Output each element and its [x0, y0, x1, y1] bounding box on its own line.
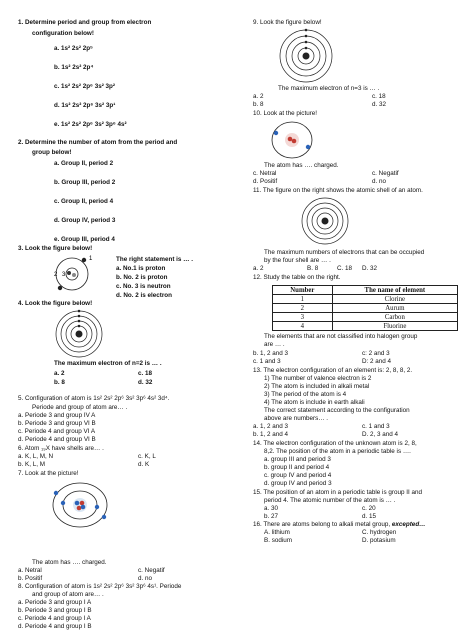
- q11-line: The maximum numbers of electrons that can be occupied: [264, 249, 425, 256]
- q7-option: a. Netral: [18, 567, 42, 574]
- q3-atom-figure: [32, 254, 112, 294]
- q11-option: C. 18: [337, 265, 353, 272]
- q3-option: b. No. 2 is proton: [116, 274, 168, 281]
- q13-line: 1) The number of valence electron is 2: [264, 375, 372, 382]
- q13-option: a. 1, 2 and 3: [253, 423, 289, 430]
- q7-stem: 7. Look at the picture!: [18, 470, 79, 477]
- q12-after: are … .: [264, 341, 285, 348]
- q10-stem: 10. Look at the picture!: [253, 110, 318, 117]
- q10-option: c. Negatif: [372, 170, 399, 177]
- q12-option: b. 1, 2 and 3: [253, 350, 289, 357]
- q1-option: d. 1s² 2s² 2p⁶ 3s² 3p¹: [54, 102, 116, 109]
- q11-shell-figure: [300, 196, 350, 246]
- q1-stem-1: 1. Determine period and group from electron: [18, 19, 152, 26]
- q6-option: c. K, L: [138, 453, 156, 460]
- q8-line: d. Periode 4 and group I B: [18, 623, 92, 630]
- q9-option: a. 2: [253, 93, 264, 100]
- q3-label-3: 3: [62, 272, 66, 278]
- table-header-name: The name of element: [332, 286, 457, 295]
- elements-table: [272, 285, 458, 331]
- q8-line: b. Periode 3 and group I B: [18, 607, 92, 614]
- q14-line: 8,2. The position of the atom in a periodic table is ….: [264, 448, 411, 455]
- q16-option: B. sodium: [264, 537, 292, 544]
- q6-option: a. K, L, M, N: [18, 453, 53, 460]
- q11-option: a. 2: [253, 265, 264, 272]
- table-cell: 1: [273, 295, 333, 304]
- table-cell: Carbon: [332, 313, 457, 322]
- q4-question: The maximum electron of n=2 is … .: [54, 360, 162, 367]
- q7-question: The atom has …. charged.: [32, 559, 107, 566]
- q2-option: d. Group IV, period 3: [54, 217, 116, 224]
- q14-option: a. group III and period 3: [264, 456, 331, 463]
- q10-option: d. no: [372, 178, 387, 185]
- q10-option: d. Positif: [253, 178, 278, 185]
- q12-stem: 12. Study the table on the right.: [253, 274, 341, 281]
- q16-option: C. hydrogen: [362, 529, 397, 536]
- q13-line: 13. The electron configuration of an element is: 2, 8, 8, 2.: [253, 367, 413, 374]
- q1-option: b. 1s² 2s² 2p⁴: [54, 64, 94, 71]
- q5-line: c. Periode 4 and group VI A: [18, 428, 96, 435]
- q3-label-2: 2: [54, 272, 58, 278]
- q12-option: c. 1 and 3: [253, 358, 281, 365]
- q3-option: d. No. 2 is electron: [116, 292, 172, 299]
- table-header-number: Number: [273, 286, 333, 295]
- q15-option: c. 20: [362, 505, 376, 512]
- q3-stem: 3. Look the figure below!: [18, 245, 93, 252]
- q2-option: a. Group II, period 2: [54, 160, 114, 167]
- q1-stem-2: configuration below!: [32, 30, 94, 37]
- q4-option: a. 2: [54, 370, 65, 377]
- q14-option: d. group IV and period 3: [264, 480, 332, 487]
- q11-option: D. 32: [362, 265, 378, 272]
- q5-line: b. Periode 3 and group VI B: [18, 420, 96, 427]
- q4-stem: 4. Look the figure below!: [18, 300, 93, 307]
- table-cell: 3: [273, 313, 333, 322]
- q9-question: The maximum electron of n=3 is … .: [278, 85, 380, 92]
- q13-line: 2) The atom is included in alkali metal: [264, 383, 370, 390]
- q1-option: e. 1s² 2s² 2p⁶ 3s² 3p⁶ 4s²: [54, 121, 127, 128]
- q2-option: e. Group III, period 4: [54, 236, 115, 243]
- table-cell: 2: [273, 304, 333, 313]
- q2-option: b. Group III, period 2: [54, 179, 116, 186]
- q10-option: c. Netral: [253, 170, 277, 177]
- q6-option: b. K, L, M: [18, 461, 45, 468]
- q10-atom-figure: [270, 119, 314, 161]
- q15-option: a. 30: [264, 505, 279, 512]
- q12-option: D: 2 and 4: [362, 358, 392, 365]
- q16-emphasis: excepted…: [391, 521, 426, 528]
- q3-right-title: The right statement is … .: [116, 256, 193, 263]
- q9-option: b. 8: [253, 101, 264, 108]
- q16-option: D. potasium: [362, 537, 396, 544]
- q7-atom-figure: [50, 479, 110, 531]
- q8-line: a. Periode 3 and group I A: [18, 599, 92, 606]
- q8-line: and group of atom are… .: [32, 591, 104, 598]
- q14-line: 14. The electron configuration of the unknown atom is 2, 8,: [253, 440, 417, 447]
- table-row: [273, 304, 458, 313]
- q13-line: 4) The atom is include in earth alkali: [264, 399, 365, 406]
- q2-stem-1: 2. Determine the number of atom from the period and: [18, 139, 178, 146]
- q16-stem-text: 16. There are atoms belong to alkali metal group,: [253, 521, 392, 528]
- q1-option: a. 1s² 2s² 2p⁵: [54, 45, 94, 52]
- q2-option: c. Group II, period 4: [54, 198, 114, 205]
- q2-stem-2: group below!: [32, 149, 72, 156]
- q8-line: 8. Configuration of atom is 1s² 2s² 2p⁶ 3s² 3p⁶ 4s¹. Periode: [18, 583, 182, 590]
- table-cell: Fluorine: [332, 322, 457, 331]
- q16-stem: [253, 522, 425, 528]
- q9-option: d. 32: [372, 101, 387, 108]
- table-row: [273, 322, 458, 331]
- q15-line: period 4. The atomic number of the atom is … .: [264, 497, 396, 504]
- q15-line: 15. The position of an atom in a periodic table is group II and: [253, 489, 422, 496]
- q13-line: above are numbers… .: [264, 415, 329, 422]
- q4-shell-figure: [54, 309, 104, 359]
- q13-line: The correct statement according to the configuration: [264, 407, 410, 414]
- q4-option: d. 32: [138, 379, 153, 386]
- table-row: [273, 295, 458, 304]
- q9-shell-figure: [278, 28, 334, 84]
- q13-option: b. 1, 2 and 4: [253, 431, 289, 438]
- q9-stem: 9. Look the figure below!: [253, 19, 322, 26]
- q9-option: c. 18: [372, 93, 386, 100]
- q3-option: c. No. 3 is neutron: [116, 283, 171, 290]
- q1-option: c. 1s² 2s² 2p⁶ 3s² 3p²: [54, 83, 115, 90]
- q14-option: c. group IV and period 4: [264, 472, 332, 479]
- q10-question: The atom has …. charged.: [264, 162, 339, 169]
- table-cell: Clorine: [332, 295, 457, 304]
- q13-option: D. 2, 3 and 4: [362, 431, 399, 438]
- q7-option: b. Positif: [18, 575, 43, 582]
- q5-line: a. Periode 3 and group IV A: [18, 412, 96, 419]
- q15-option: b. 27: [264, 513, 279, 520]
- table-row: [273, 313, 458, 322]
- q12-option: c: 2 and 3: [362, 350, 390, 357]
- table-cell: Aurum: [332, 304, 457, 313]
- q5-line: 5. Configuration of atom is 1s² 2s² 2p⁶ 3s² 3p⁶ 4s² 3d⁴.: [18, 395, 170, 402]
- q5-line: d. Periode 4 and group VI B: [18, 436, 96, 443]
- q3-option: a. No.1 is proton: [116, 265, 166, 272]
- q7-option: c. Negatif: [138, 567, 165, 574]
- q3-label-1: 1: [89, 256, 93, 262]
- table-cell: 4: [273, 322, 333, 331]
- q8-line: c. Periode 4 and group I A: [18, 615, 91, 622]
- q7-option: d. no: [138, 575, 153, 582]
- q14-option: b. group II and period 4: [264, 464, 330, 471]
- q11-option: B. 8: [307, 265, 319, 272]
- q13-option: c. 1 and 3: [362, 423, 390, 430]
- q4-option: c. 18: [138, 370, 153, 377]
- q13-line: 3) The period of the atom is 4: [264, 391, 347, 398]
- q6-option: d. K: [138, 461, 150, 468]
- q11-line: by the four shell are … .: [264, 257, 331, 264]
- q12-after: The elements that are not classified into halogen group: [264, 333, 418, 340]
- q15-option: d. 15: [362, 513, 377, 520]
- q5-line: Periode and group of atom are… .: [32, 404, 128, 411]
- q6-stem: 6. Atom ₁₉X have shells are… .: [18, 445, 104, 452]
- q11-line: 11. The figure on the right shows the atomic shell of an atom.: [253, 187, 423, 194]
- q16-option: A. lithium: [264, 529, 290, 536]
- q4-option: b. 8: [54, 379, 65, 386]
